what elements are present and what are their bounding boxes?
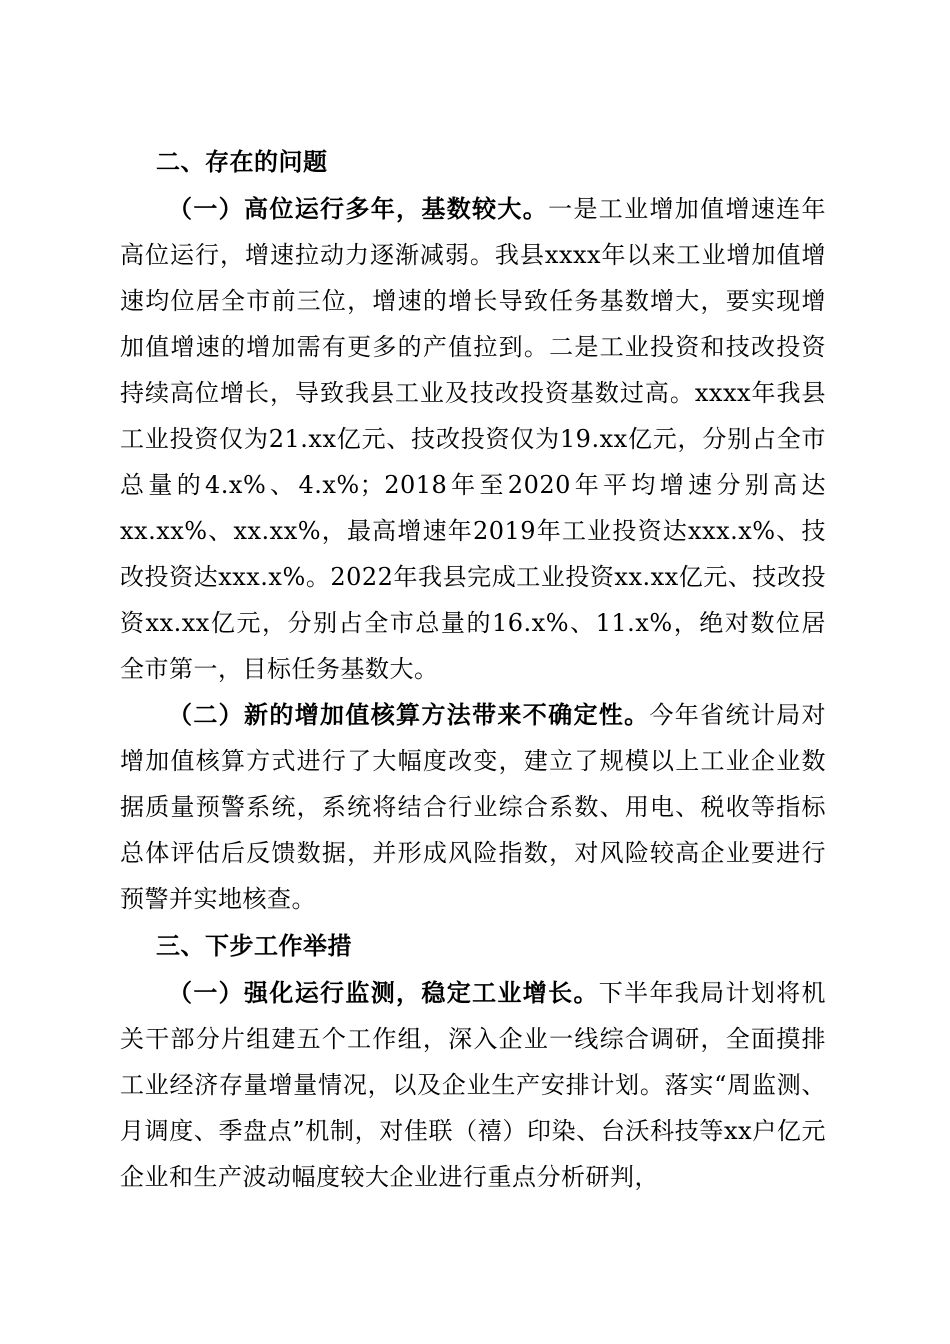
paragraph-new-accounting-method: [120, 692, 826, 922]
paragraph-lead: （二）新的增加值核算方法带来不确定性。: [168, 701, 650, 729]
paragraph-text: 今年省统计局对增加值核算方式进行了大幅度改变，建立了规模以上工业企业数据质量预警系统，系统将结合行业综合系数、用电、税收等指标总体评估后反馈数据，并形成风险指数，对风险较高企业要进行预警并实地核查。: [120, 701, 827, 913]
document-body: [120, 138, 826, 1200]
paragraph-lead: （一）高位运行多年，基数较大。: [168, 195, 549, 223]
paragraph-text: 下半年我局计划将机关干部分片组建五个工作组，深入企业一线综合调研，全面摸排工业经济存量增量情况，以及企业生产安排计划。落实“周监测、月调度、季盘点”机制，对佳联（禧）印染、台沃科技等xx户亿元企业和生产波动幅度较大企业进行重点分析研判，: [120, 979, 827, 1191]
paragraph-text: 一是工业增加值增速连年高位运行，增速拉动力逐渐减弱。我县xxxx年以来工业增加值增速均位居全市前三位，增速的增长导致任务基数增大，要实现增加值增速的增加需有更多的产值拉到。二是工业投资和技改投资持续高位增长，导致我县工业及技改投资基数过高。xxxx年我县工业投资仅为21.xx亿元、技改投资仅为19.xx亿元，分别占全市总量的4.x%、4.x%；2018年至2020年平均增速分别高达xx.xx%、xx.xx%，最高增速年2019年工业投资达xxx.x%、技改投资达xxx.x%。2022年我县完成工业投资xx.xx亿元、技改投资xx.xx亿元，分别占全市总量的16.x%、11.x%，绝对数位居全市第一，目标任务基数大。: [120, 195, 827, 683]
paragraph-lead: （一）强化运行监测，稳定工业增长。: [168, 979, 599, 1007]
section-heading-next-steps: 三、下步工作举措: [156, 932, 352, 960]
section-heading-problems: 二、存在的问题: [156, 148, 328, 176]
paragraph-monitoring: [120, 970, 826, 1200]
paragraph-high-base: [120, 186, 826, 692]
